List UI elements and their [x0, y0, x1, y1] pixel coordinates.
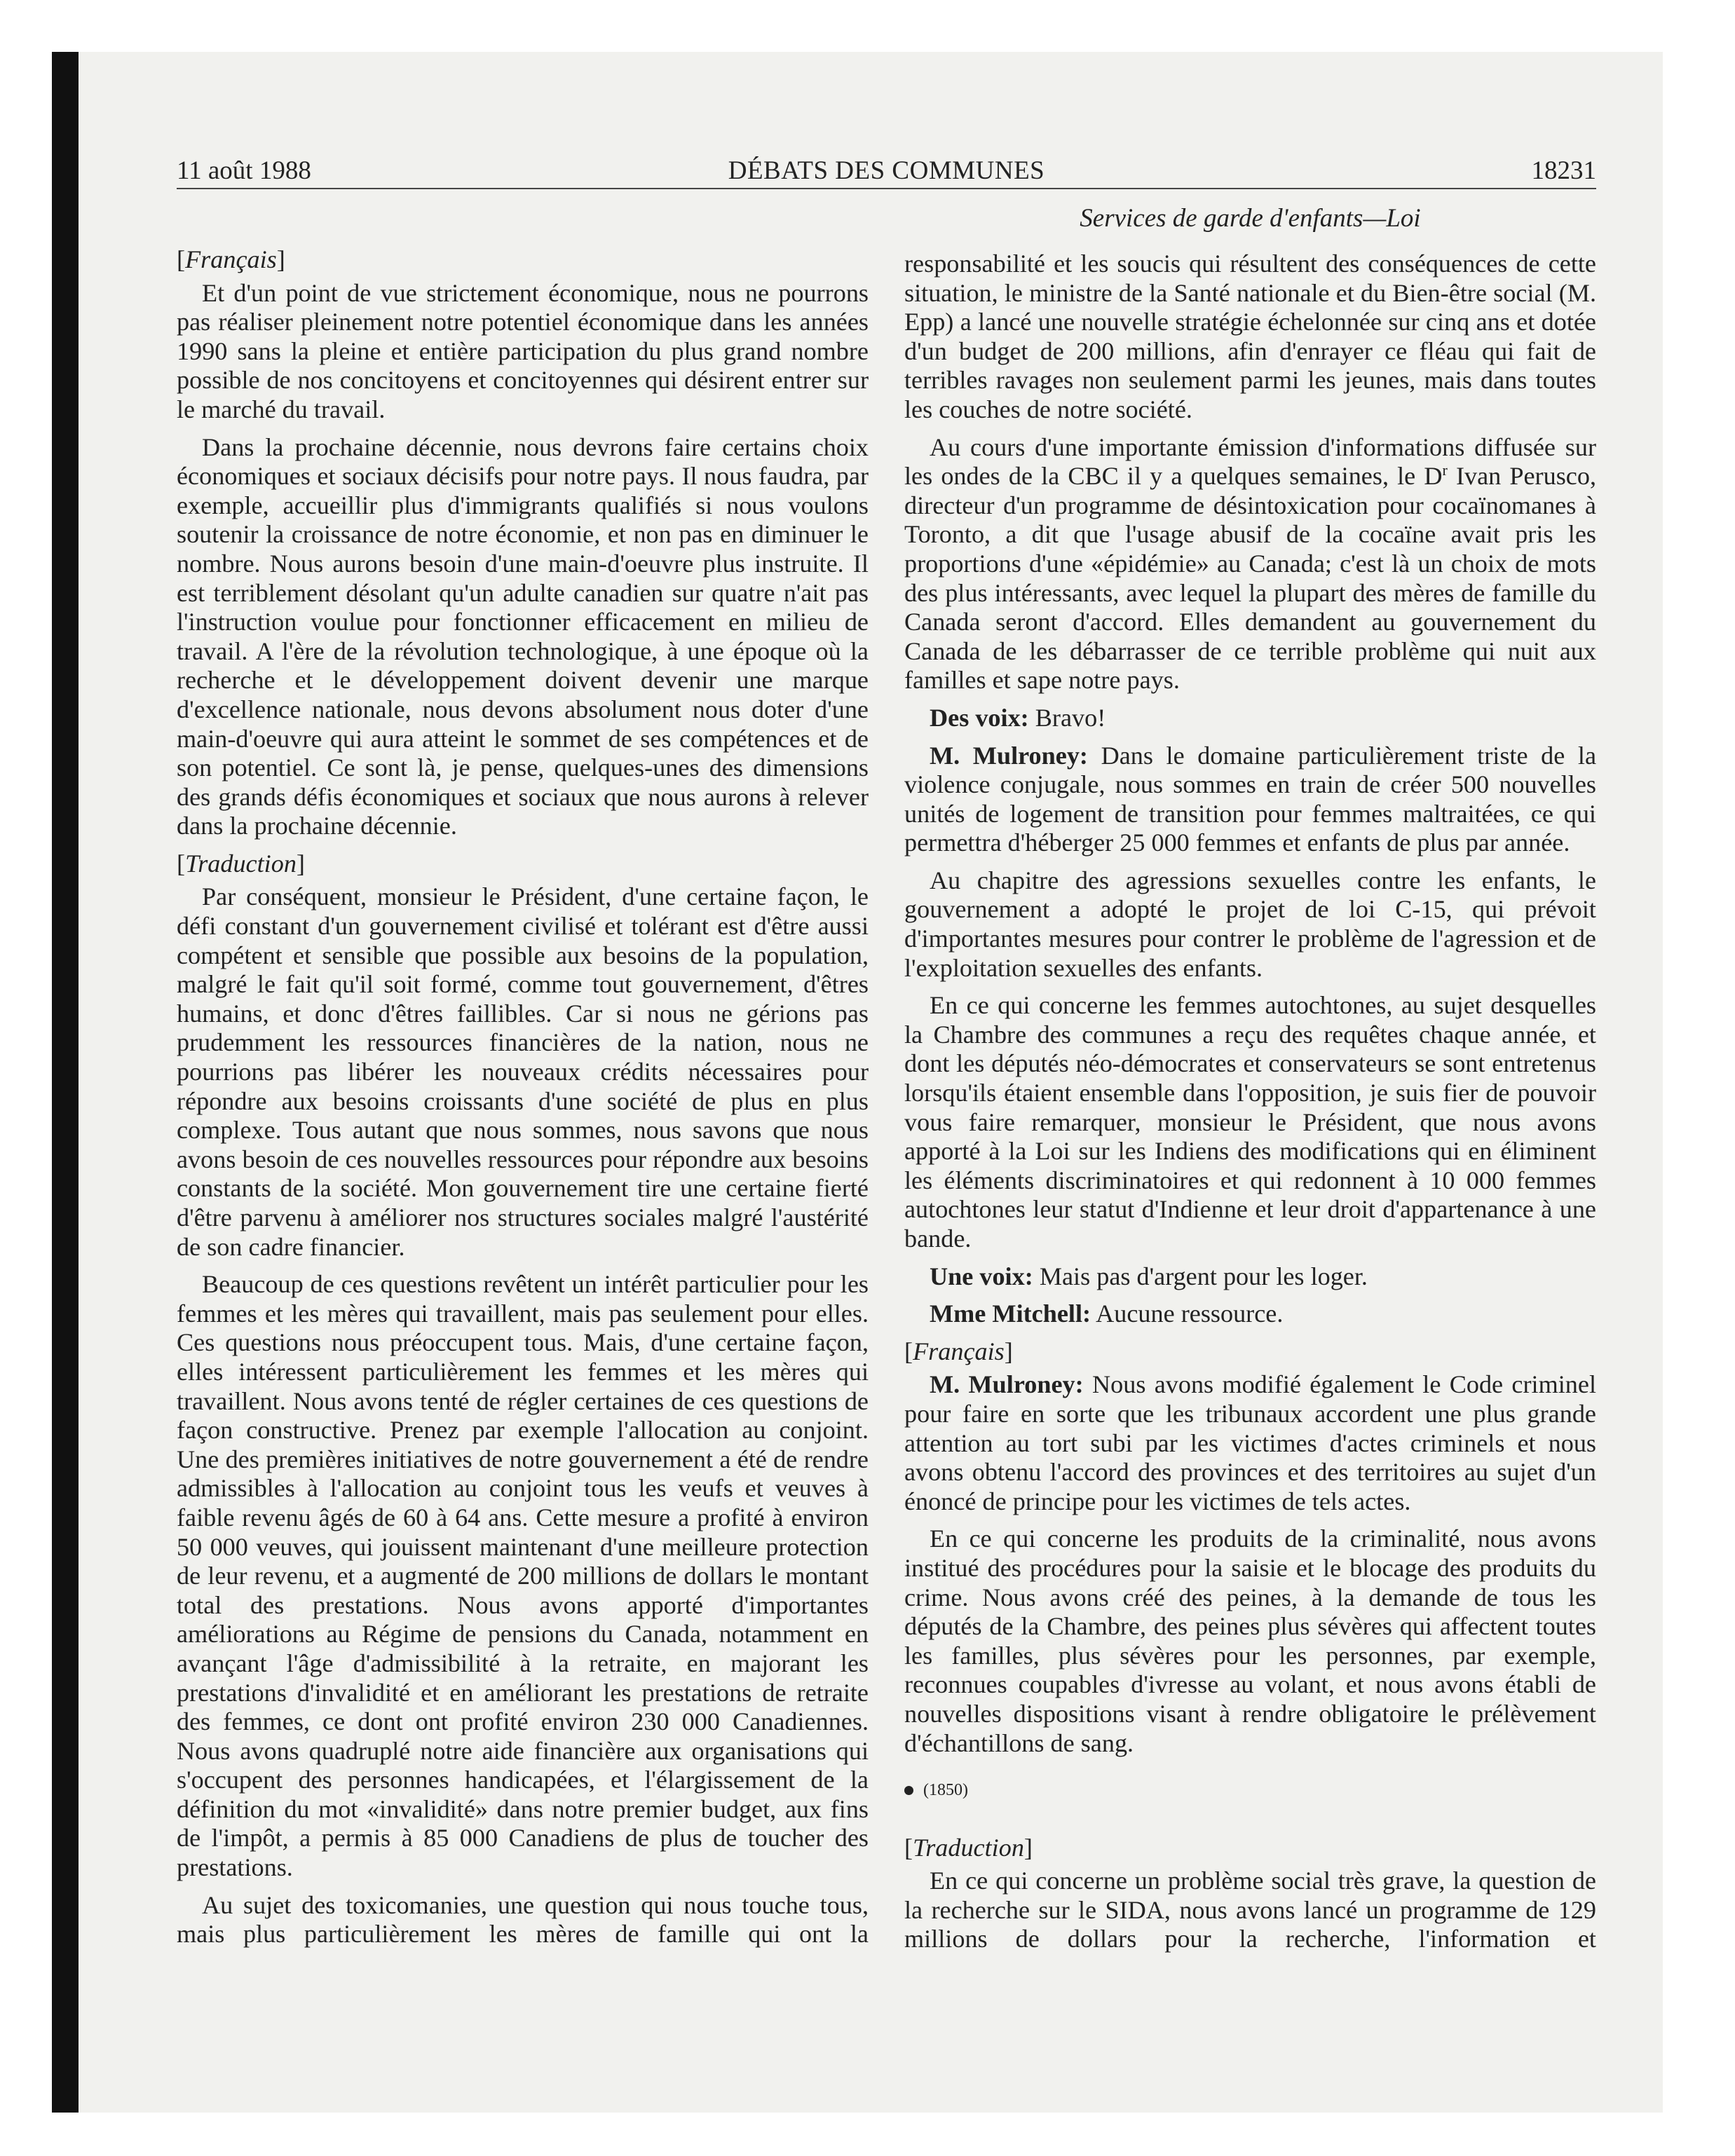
paragraph: Au sujet des toxicomanies, une question qui nous touche tous, mais plus particulièrement les mères de famille qui ont la	[177, 1890, 869, 1949]
timestamp-text: (1850)	[923, 1781, 968, 1800]
timestamp	[904, 1776, 1596, 1806]
paragraph: En ce qui concerne les produits de la criminalité, nous avons institué des procédures pour la saisie et le blocage des produits du crime. Nous avons créé des peines, à la demande de tous les députés de la Chambre, des peines plus sévères qui affectent toutes les familles, plus sévères pour les personnes, par exemple, reconnues coupables d'ivresse au volant, et nous avons établi de nouvelles dispositions visant à rendre obligatoire le prélèvement d'échantillons de sang.	[904, 1524, 1596, 1757]
header-rule	[177, 188, 1596, 189]
speech: M. Mulroney: Nous avons modifié également le Code criminel pour faire en sorte que les tribunaux accordent une plus grande attention au tort subi par les victimes d'actes criminels et nous avons obtenu l'accord des provinces et des territoires au sujet d'un énoncé de principe pour les victimes de tels actes.	[904, 1370, 1597, 1515]
speech: Mme Mitchell: Aucune ressource.	[930, 1299, 1284, 1328]
speaker-name: Des voix:	[930, 703, 1029, 732]
speech: M. Mulroney: Dans le domaine particulièrement triste de la violence conjugale, nous sommes en train de créer 500 nouvelles unités de logement de transition pour femmes maltraitées, ce qui permettra d'héberger 25 000 femmes et enfants de plus par année.	[904, 741, 1596, 857]
header-date: 11 août 1988	[177, 156, 311, 185]
right-column	[904, 250, 1596, 1963]
language-tag: [Traduction]	[177, 849, 305, 878]
scan-edge-bar	[52, 52, 79, 2113]
speaker-name: Une voix:	[930, 1262, 1033, 1290]
paragraph: Dans la prochaine décennie, nous devrons faire certains choix économiques et sociaux décisifs pour notre pays. Il nous faudra, par exemple, accueillir plus d'immigrants qualifiés si nous voulons soutenir la croissance de notre économie, et non pas en diminuer le nombre. Nous aurons besoin d'une main-d'oeuvre plus instruite. Il est terriblement désolant qu'un adulte canadien sur quatre n'ait pas l'instruction voulue pour fonctionner efficacement en milieu de travail. A l'ère de la révolution technologique, à une époque où la recherche et le développement doivent devenir une marque d'excellence nationale, nous devons absolument nous doter d'une main-d'oeuvre qui aura atteint le sommet de ses compétences et de son potentiel. Ce sont là, je pense, quelques-unes des dimensions des grands défis économiques et sociaux que nous aurons à relever dans la prochaine décennie.	[177, 432, 869, 840]
section-running-title: Services de garde d'enfants—Loi	[1080, 204, 1421, 233]
left-column	[177, 245, 869, 1958]
paragraph: Et d'un point de vue strictement économique, nous ne pourrons pas réaliser pleinement notre potentiel économique dans les années 1990 sans la pleine et entière participation du plus grand nombre possible de nos concitoyens et concitoyennes qui désirent entrer sur le marché du travail.	[177, 278, 869, 423]
language-tag: [Français]	[177, 245, 285, 273]
speech: Des voix: Bravo!	[930, 703, 1106, 732]
paragraph: Beaucoup de ces questions revêtent un intérêt particulier pour les femmes et les mères qui travaillent, mais pas seulement pour elles. Ces questions nous préoccupent tous. Mais, d'une certaine façon, elles intéressent particulièrement les femmes et les mères qui travaillent. Nous avons tenté de régler certaines de ces questions de façon constructive. Prenez par exemple l'allocation au conjoint. Une des premières initiatives de notre gouvernement a été de rendre admissibles à l'allocation au conjoint tous les veufs et veuves à faible revenu âgés de 60 à 64 ans. Cette mesure a profité à environ 50 000 veuves, qui jouissent maintenant d'une meilleure protection de leur revenu, et a augmenté de 200 millions de dollars le montant total des prestations. Nous avons apporté d'importantes améliorations au Régime de pensions du Canada, notamment en avançant l'âge d'admissibilité à la retraite, en majorant les prestations d'invalidité et en améliorant les prestations de retraite des femmes, ce dont ont profité environ 230 000 Canadiennes. Nous avons quadruplé notre aide financière aux organisations qui s'occupent des personnes handicapées, et l'élargissement de la définition du mot «invalidité» dans notre premier budget, aux fins de l'impôt, a permis à 85 000 Canadiens de plus de toucher des prestations.	[177, 1270, 869, 1882]
speaker-name: Mme Mitchell:	[930, 1299, 1091, 1328]
paragraph: En ce qui concerne un problème social très grave, la question de la recherche sur le SIDA, nous avons lancé un programme de 129 millions de dollars pour la recherche, l'information et	[904, 1867, 1596, 1953]
speaker-name: M. Mulroney:	[930, 741, 1088, 770]
bullet-icon	[904, 1786, 913, 1795]
header-page-number: 18231	[1531, 156, 1596, 185]
language-tag: [Traduction]	[904, 1833, 1033, 1862]
speaker-name: M. Mulroney:	[930, 1370, 1084, 1399]
header-publication: DÉBATS DES COMMUNES	[728, 156, 1045, 185]
speech: Une voix: Mais pas d'argent pour les loger.	[930, 1262, 1368, 1290]
language-tag: [Français]	[904, 1337, 1013, 1365]
paragraph: Par conséquent, monsieur le Président, d'une certaine façon, le défi constant d'un gouvernement civilisé et tolérant est d'être aussi compétent et sensible que possible aux besoins de la population, malgré le fait qu'il soit formé, comme tout gouvernement, d'êtres humains, et donc d'êtres faillibles. Car si nous ne gérions pas prudemment les ressources financières de la nation, nous ne pourrions pas libérer les nouveaux crédits nécessaires pour répondre aux besoins croissants d'une société de plus en plus complexe. Tous autant que nous sommes, nous savons que nous avons besoin de ces nouvelles ressources pour répondre aux besoins constants de la société. Mon gouvernement tire une certaine fierté d'être parvenu à améliorer nos structures sociales malgré l'austérité de son cadre financier.	[177, 882, 869, 1261]
page-header	[177, 156, 1596, 191]
paragraph: Au chapitre des agressions sexuelles contre les enfants, le gouvernement a adopté le projet de loi C-15, qui prévoit d'importantes mesures pour contrer le problème de l'agression et de l'exploitation sexuelles des enfants.	[904, 866, 1596, 982]
paragraph: Au cours d'une importante émission d'informations diffusée sur les ondes de la CBC il y a quelques semaines, le $D^r$ Ivan Perusco, directeur d'un programme de désintoxication pour cocaïnomanes à Toronto, a dit que l'usage abusif de la cocaïne avait pris les proportions d'une «épidémie» au Canada; c'est là un choix de mots des plus intéressants, avec lequel la plupart des mères de famille du Canada seront d'accord. Elles demandent au gouvernement du Canada de les débarrasser de ce terrible problème qui nuit aux familles et sape notre pays.	[904, 432, 1596, 695]
paragraph: responsabilité et les soucis qui résultent des conséquences de cette situation, le ministre de la Santé nationale et du Bien-être social (M. Epp) a lancé une nouvelle stratégie échelonnée sur cinq ans et dotée d'un budget de 200 millions, afin d'enrayer ce fléau qui fait de terribles ravages non seulement parmi les jeunes, mais dans toutes les couches de notre société.	[904, 250, 1596, 423]
paragraph: En ce qui concerne les femmes autochtones, au sujet desquelles la Chambre des communes a reçu des requêtes chaque année, et dont les députés néo-démocrates et conservateurs se sont entretenus lorsqu'ils étaient ensemble dans l'opposition, je suis fier de pouvoir vous faire remarquer, monsieur le Président, que nous avons apporté à la Loi sur les Indiens des modifications qui en éliminent les éléments discriminatoires et qui redonnent à 10 000 femmes autochtones leur statut d'Indienne et leur droit d'appartenance à une bande.	[904, 991, 1596, 1253]
